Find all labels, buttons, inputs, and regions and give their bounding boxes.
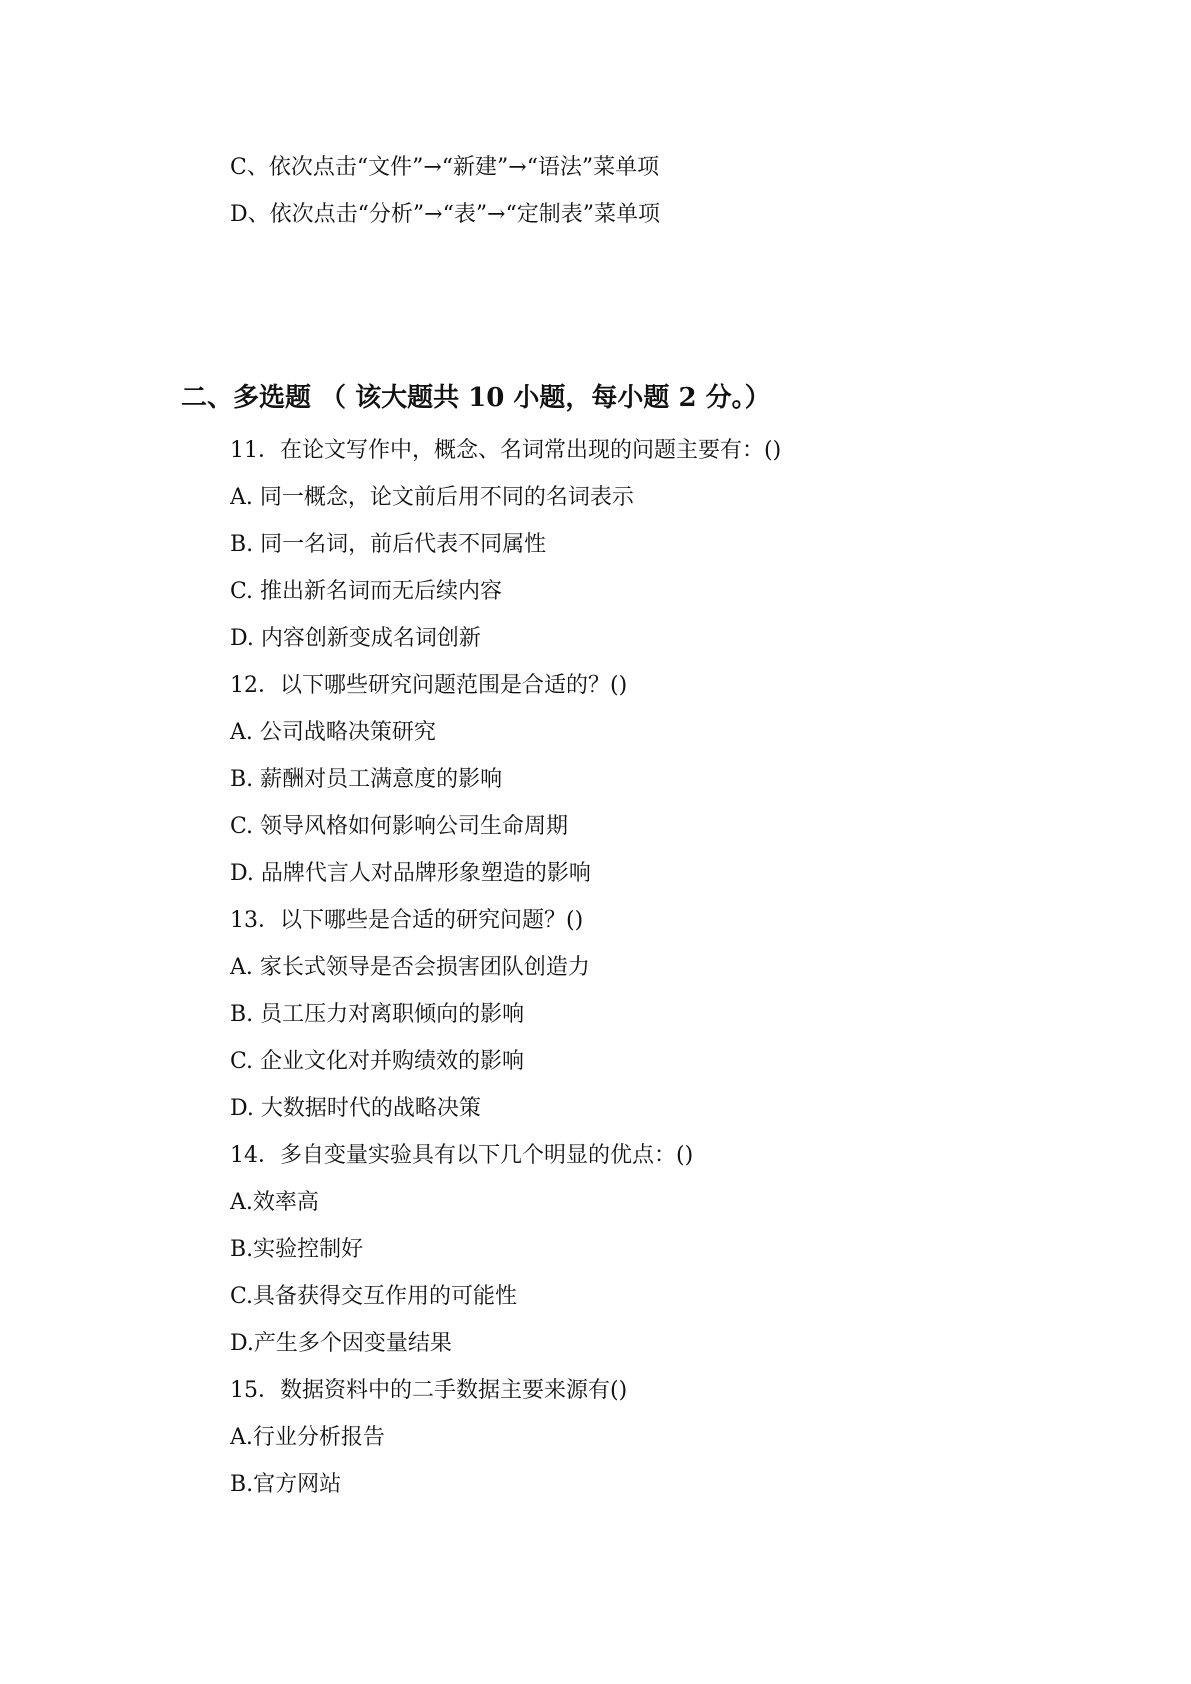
question-14-option-c: C.具备获得交互作用的可能性 — [230, 1284, 518, 1309]
question-14-stem: 14．多自变量实验具有以下几个明显的优点：() — [230, 1143, 694, 1168]
prev-option-d: D、依次点击“分析”→“表”→“定制表”菜单项 — [230, 202, 660, 227]
question-13-option-d: D. 大数据时代的战略决策 — [230, 1096, 481, 1121]
question-13-option-b: B. 员工压力对离职倾向的影响 — [230, 1002, 525, 1027]
question-13-stem: 13．以下哪些是合适的研究问题？() — [230, 908, 584, 933]
question-14-option-b: B.实验控制好 — [230, 1237, 364, 1262]
question-15-option-a: A.行业分析报告 — [230, 1425, 385, 1450]
question-11-stem: 11．在论文写作中，概念、名词常出现的问题主要有：() — [230, 438, 782, 463]
question-13-option-a: A. 家长式领导是否会损害团队创造力 — [230, 955, 590, 980]
question-15-option-b: B.官方网站 — [230, 1472, 342, 1497]
question-11-option-c: C. 推出新名词而无后续内容 — [230, 579, 503, 604]
question-12-stem: 12．以下哪些研究问题范围是合适的？() — [230, 673, 628, 698]
question-12-option-d: D. 品牌代言人对品牌形象塑造的影响 — [230, 861, 591, 886]
question-11-option-d: D. 内容创新变成名词创新 — [230, 626, 481, 651]
question-11-option-b: B. 同一名词，前后代表不同属性 — [230, 532, 547, 557]
question-12-option-b: B. 薪酬对员工满意度的影响 — [230, 767, 503, 792]
question-12-option-a: A. 公司战略决策研究 — [230, 720, 436, 745]
question-14-option-a: A.效率高 — [230, 1190, 319, 1215]
question-13-option-c: C. 企业文化对并购绩效的影响 — [230, 1049, 525, 1074]
section-heading: 二、多选题 （ 该大题共 10 小题，每小题 2 分。） — [181, 383, 771, 413]
question-14-option-d: D.产生多个因变量结果 — [230, 1331, 452, 1356]
question-12-option-c: C. 领导风格如何影响公司生命周期 — [230, 814, 569, 839]
prev-option-c: C、依次点击“文件”→“新建”→“语法”菜单项 — [230, 155, 660, 180]
question-11-option-a: A. 同一概念，论文前后用不同的名词表示 — [230, 485, 634, 510]
question-15-stem: 15．数据资料中的二手数据主要来源有() — [230, 1378, 628, 1403]
